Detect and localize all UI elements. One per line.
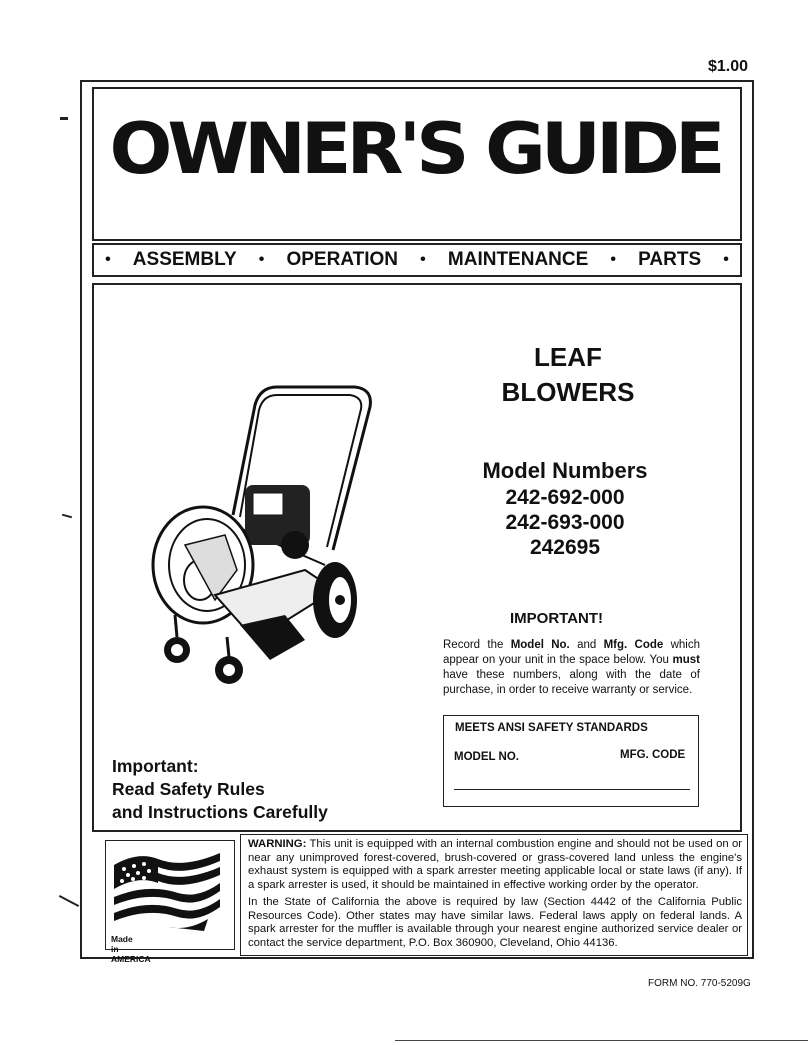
scan-mark <box>60 117 68 120</box>
warning-text <box>248 838 742 954</box>
text: have these numbers, along with the date of purchase, in order to receive warranty or service. <box>443 668 700 696</box>
american-flag-icon <box>108 843 230 935</box>
ansi-title: MEETS ANSI SAFETY STANDARDS <box>455 722 648 734</box>
text-bold: Mfg. Code <box>603 639 664 651</box>
text: and <box>569 639 604 651</box>
bullet: • <box>610 251 617 268</box>
safety-note-line: Important: <box>112 756 199 776</box>
text-bold: must <box>672 653 700 666</box>
text: Record the <box>443 639 511 651</box>
california-paragraph: In the State of California the above is required by law (Section 4442 of the California Public Resources Code). Other states may have similar laws. Federal laws apply on federal lands. A spark arrester for the muffler is available through your nearest engine authorized service dealer or contact the service department, P.O. Box 360900, Cleveland, Ohio 44136. <box>248 896 742 949</box>
warning-body: This unit is equipped with an internal combustion engine and should not be used on or near any unimproved forest-covered, brush-covered or grass-covered land unless the engine's exhaust system is equipped with a spark arrester meeting applicable local or state laws (if any). If a spark arrester is used, it should be maintained in effective working order by the operator. <box>248 838 742 891</box>
product-line-2: BLOWERS <box>501 377 635 408</box>
bullet: • <box>105 251 111 268</box>
record-instructions <box>443 638 700 698</box>
bullet: • <box>723 251 729 268</box>
important-heading: IMPORTANT! <box>510 610 604 627</box>
model-number: 242-693-000 <box>505 511 625 534</box>
model-numbers-heading: Model Numbers <box>482 458 648 483</box>
made-line: in <box>111 943 119 954</box>
warning-paragraph <box>248 838 742 892</box>
safety-note <box>112 755 328 823</box>
scan-mark <box>62 514 72 519</box>
price: $1.00 <box>708 58 749 75</box>
section-maintenance: MAINTENANCE <box>447 249 589 270</box>
section-bar <box>92 243 742 277</box>
bullet: • <box>258 251 265 268</box>
text: which appear on your unit in the space below. You <box>443 639 700 666</box>
safety-note-line: Read Safety Rules <box>112 778 265 799</box>
form-number: FORM NO. 770-5209G <box>648 978 751 989</box>
product-line-1: LEAF <box>534 342 602 372</box>
model-number: 242-692-000 <box>505 486 625 509</box>
section-operation: OPERATION <box>286 249 399 270</box>
bullet: • <box>420 251 426 268</box>
made-in-america <box>111 935 151 964</box>
warning-label: WARNING: <box>248 838 307 850</box>
made-line: AMERICA <box>111 953 151 964</box>
write-in-line <box>454 789 690 790</box>
mfg-code-label: MFG. CODE <box>620 749 686 761</box>
scan-mark <box>59 895 79 907</box>
section-assembly: ASSEMBLY <box>132 249 237 270</box>
model-no-label: MODEL NO. <box>454 751 519 763</box>
section-parts: PARTS <box>638 249 702 270</box>
safety-note-line: and Instructions Carefully <box>112 801 328 822</box>
model-number: 242695 <box>529 536 601 559</box>
product-name <box>498 340 638 410</box>
bottom-rule <box>395 1040 808 1041</box>
made-line: Made <box>111 934 133 944</box>
page-title: OWNER'S GUIDE <box>109 108 721 190</box>
leaf-blower-illustration <box>145 375 375 695</box>
text-bold: Model No. <box>510 639 570 651</box>
